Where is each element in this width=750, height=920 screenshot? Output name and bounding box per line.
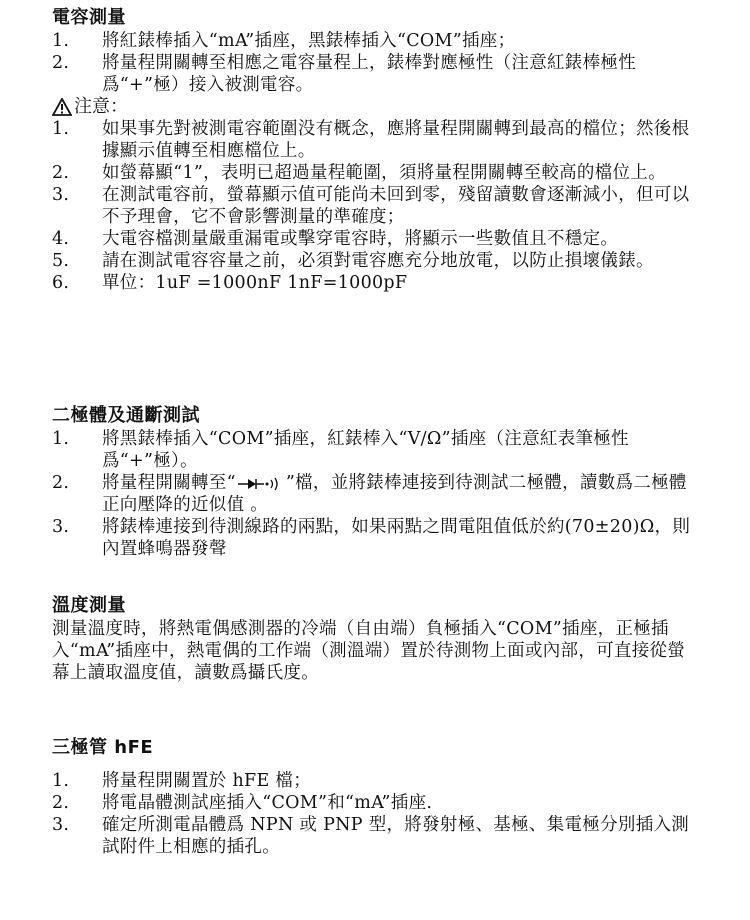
list-item: 3. 將錶棒連接到待測線路的兩點，如果兩點之間電阻值低於約(70±20)Ω，則內置蜂鳴器發聲	[52, 517, 691, 559]
list-item: 6. 單位：1uF =1000nF 1nF=1000pF	[52, 273, 408, 293]
list-item: 2. 如螢幕顯“1”，表明已超過量程範圍，須將量程開關轉至較高的檔位上。	[52, 163, 666, 183]
list-item: 1. 如果事先對被測電容範圍没有概念，應將量程開關轉到最高的檔位；然後根據顯示值轉至相應檔位上。	[52, 119, 690, 161]
transistor-section	[52, 736, 702, 858]
capacitance-title: 電容測量	[52, 7, 126, 28]
list-item: 1. 將黑錶棒插入“COM”插座，紅錶棒入“V/Ω”插座（注意紅表筆極性爲“+”極）。	[52, 429, 629, 471]
list-item: 1. 將量程開關置於 hFE 檔；	[52, 771, 312, 791]
list-item: 3. 確定所測電晶體爲 NPN 或 PNP 型，將發射極、基極、集電極分別插入測試附件上相應的插孔。	[52, 815, 690, 857]
diode-buzzer-icon	[238, 477, 284, 491]
diode-steps	[52, 428, 702, 560]
list-item: 1. 將紅錶棒插入“mA”插座，黑錶棒插入“COM”插座；	[52, 31, 516, 51]
warning-triangle-icon	[52, 98, 72, 116]
temperature-section	[52, 594, 702, 684]
list-item: 5. 請在測試電容容量之前，必須對電容應充分地放電，以防止損壞儀錶。	[52, 251, 654, 271]
list-item: 2. 將量程開關轉至“ ”檔，並將錶棒連接到待測試二極體，讀數爲二極體正向壓降的近似值 。	[52, 473, 687, 515]
diode-title: 二極體及通斷測試	[52, 405, 200, 426]
list-item: 3. 在測試電容前，螢幕顯示值可能尚未回到零，殘留讀數會逐漸減小，但可以不予理會，它不會影響測量的準確度；	[52, 185, 690, 227]
note-label: 注意：	[74, 96, 128, 117]
list-item: 4. 大電容檔測量嚴重漏電或擊穿電容時，將顯示一些數值且不穩定。	[52, 229, 619, 249]
capacitance-section	[52, 6, 702, 294]
capacitance-notes	[52, 118, 702, 294]
note-heading	[52, 96, 702, 118]
capacitance-steps	[52, 30, 702, 96]
temperature-title: 溫度測量	[52, 595, 126, 616]
transistor-title: 三極管 hFE	[52, 737, 154, 758]
list-item: 2. 將電晶體測試座插入“COM”和“mA”插座.	[52, 793, 433, 813]
temperature-text: 測量溫度時，將熱電偶感測器的冷端（自由端）負極插入“COM”插座，正極插入“mA”插座中，熱電偶的工作端（測溫端）置於待測物上面或內部，可直接從螢幕上讀取溫度值，讀數爲攝氏度。	[52, 619, 686, 683]
transistor-steps	[52, 770, 702, 858]
diode-section	[52, 404, 702, 560]
list-item: 2. 將量程開關轉至相應之電容量程上，錶棒對應極性（注意紅錶棒極性爲“+”極）接入被測電容。	[52, 53, 636, 95]
